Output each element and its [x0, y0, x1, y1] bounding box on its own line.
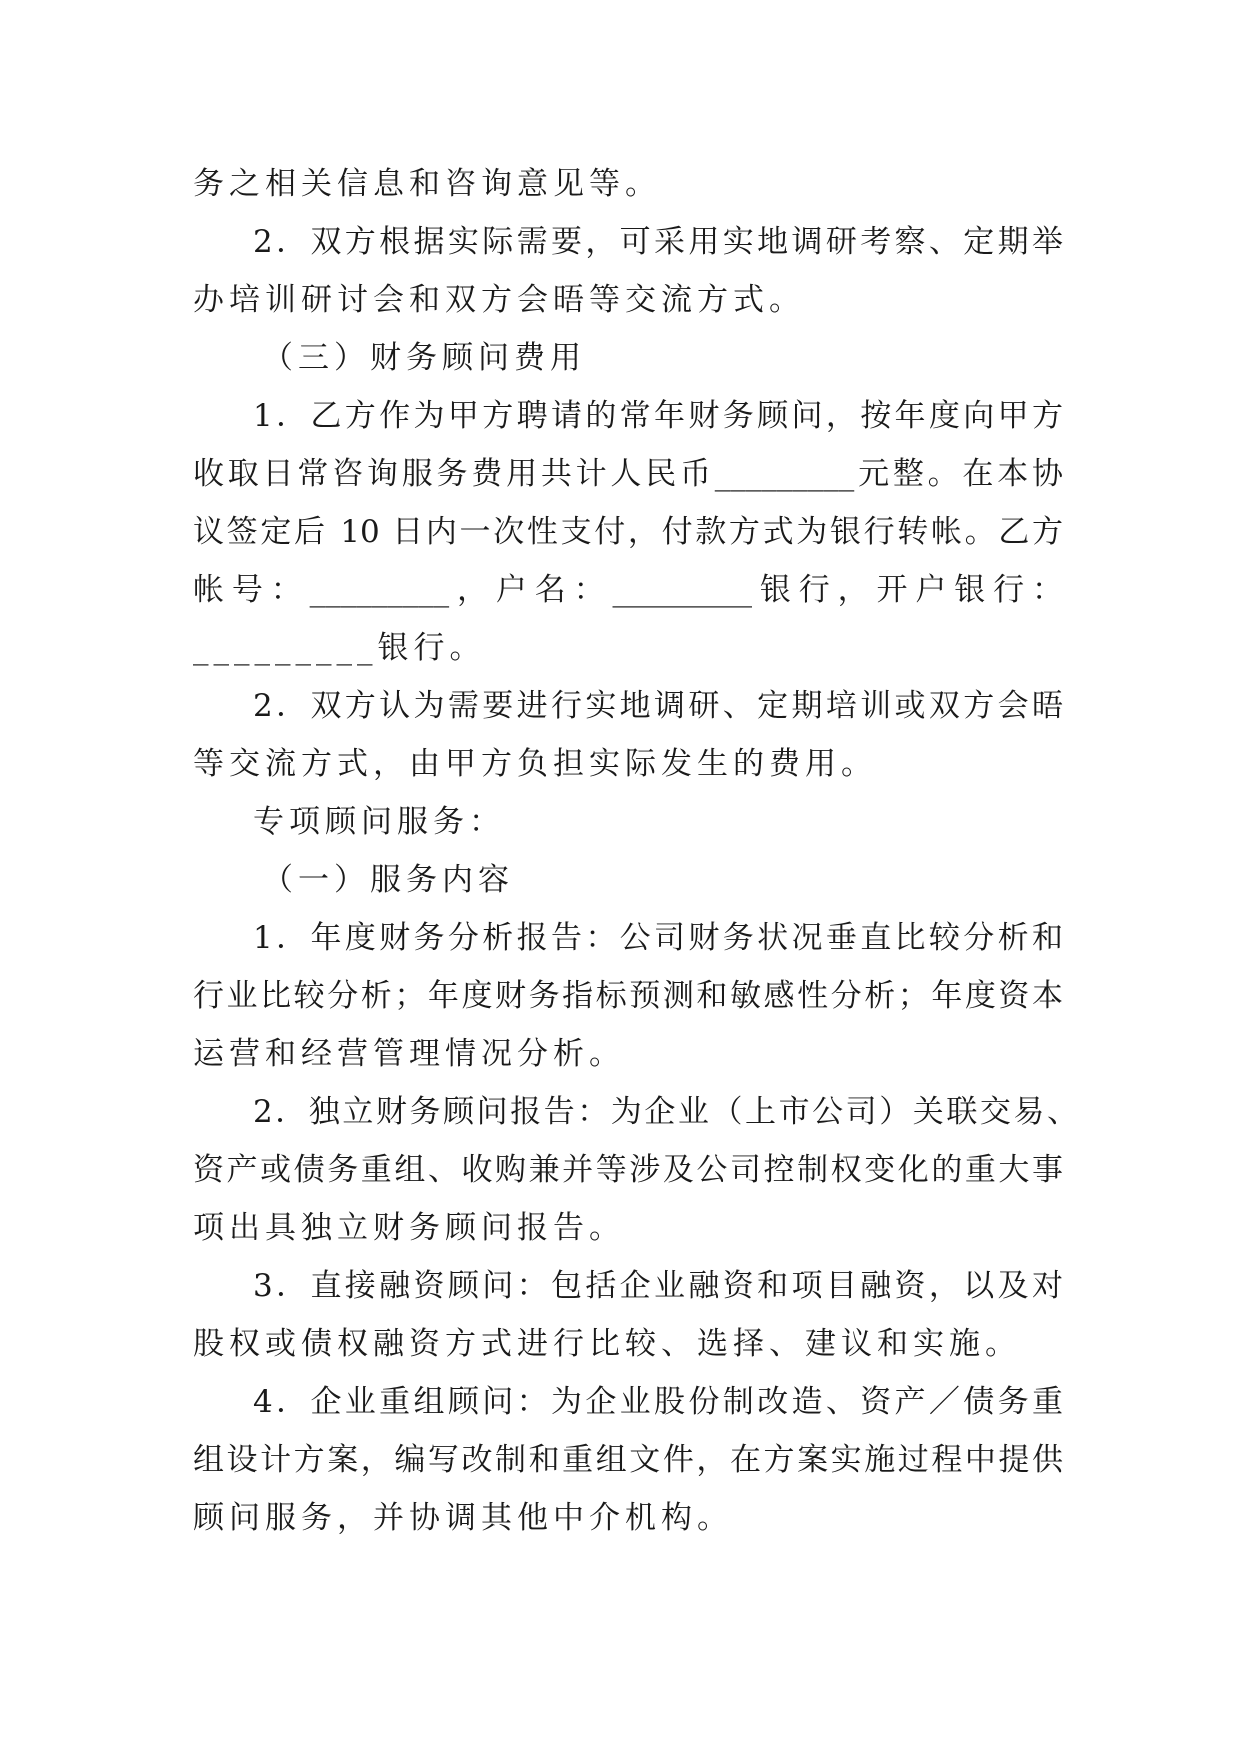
text-line: 帐号：_________，户名：_________银行，开户银行： — [193, 572, 1063, 608]
text-line: 项出具独立财务顾问报告。 — [193, 1210, 625, 1246]
text-line: 1．乙方作为甲方聘请的常年财务顾问，按年度向甲方 — [253, 398, 1063, 434]
text-line: 2．双方认为需要进行实地调研、定期培训或双方会晤 — [253, 688, 1063, 724]
text-line: 2．独立财务顾问报告：为企业（上市公司）关联交易、 — [253, 1094, 1078, 1130]
text-line: 等交流方式，由甲方负担实际发生的费用。 — [193, 746, 877, 782]
text-line: 4．企业重组顾问：为企业股份制改造、资产／债务重 — [253, 1384, 1063, 1420]
text-line: 办培训研讨会和双方会晤等交流方式。 — [193, 282, 805, 318]
text-line: 资产或债务重组、收购兼并等涉及公司控制权变化的重大事 — [193, 1152, 1063, 1188]
section-heading: （一）服务内容 — [262, 862, 514, 898]
text-line: 股权或债权融资方式进行比较、选择、建议和实施。 — [193, 1326, 1021, 1362]
text-line: 行业比较分析；年度财务指标预测和敏感性分析；年度资本 — [193, 978, 1063, 1014]
text-line: _________银行。 — [193, 630, 486, 666]
text-line: 议签定后 10 日内一次性支付，付款方式为银行转帐。乙方 — [193, 514, 1063, 550]
section-heading: 专项顾问服务： — [253, 804, 505, 840]
section-heading: （三）财务顾问费用 — [262, 340, 586, 376]
text-line: 顾问服务，并协调其他中介机构。 — [193, 1500, 733, 1536]
text-line: 收取日常咨询服务费用共计人民币_________元整。在本协 — [193, 456, 1063, 492]
text-line: 组设计方案，编写改制和重组文件，在方案实施过程中提供 — [193, 1442, 1063, 1478]
text-line: 务之相关信息和咨询意见等。 — [193, 166, 661, 202]
text-line: 运营和经营管理情况分析。 — [193, 1036, 625, 1072]
text-line: 3．直接融资顾问：包括企业融资和项目融资，以及对 — [253, 1268, 1063, 1304]
text-line: 2．双方根据实际需要，可采用实地调研考察、定期举 — [253, 224, 1063, 260]
text-line: 1．年度财务分析报告：公司财务状况垂直比较分析和 — [253, 920, 1063, 956]
